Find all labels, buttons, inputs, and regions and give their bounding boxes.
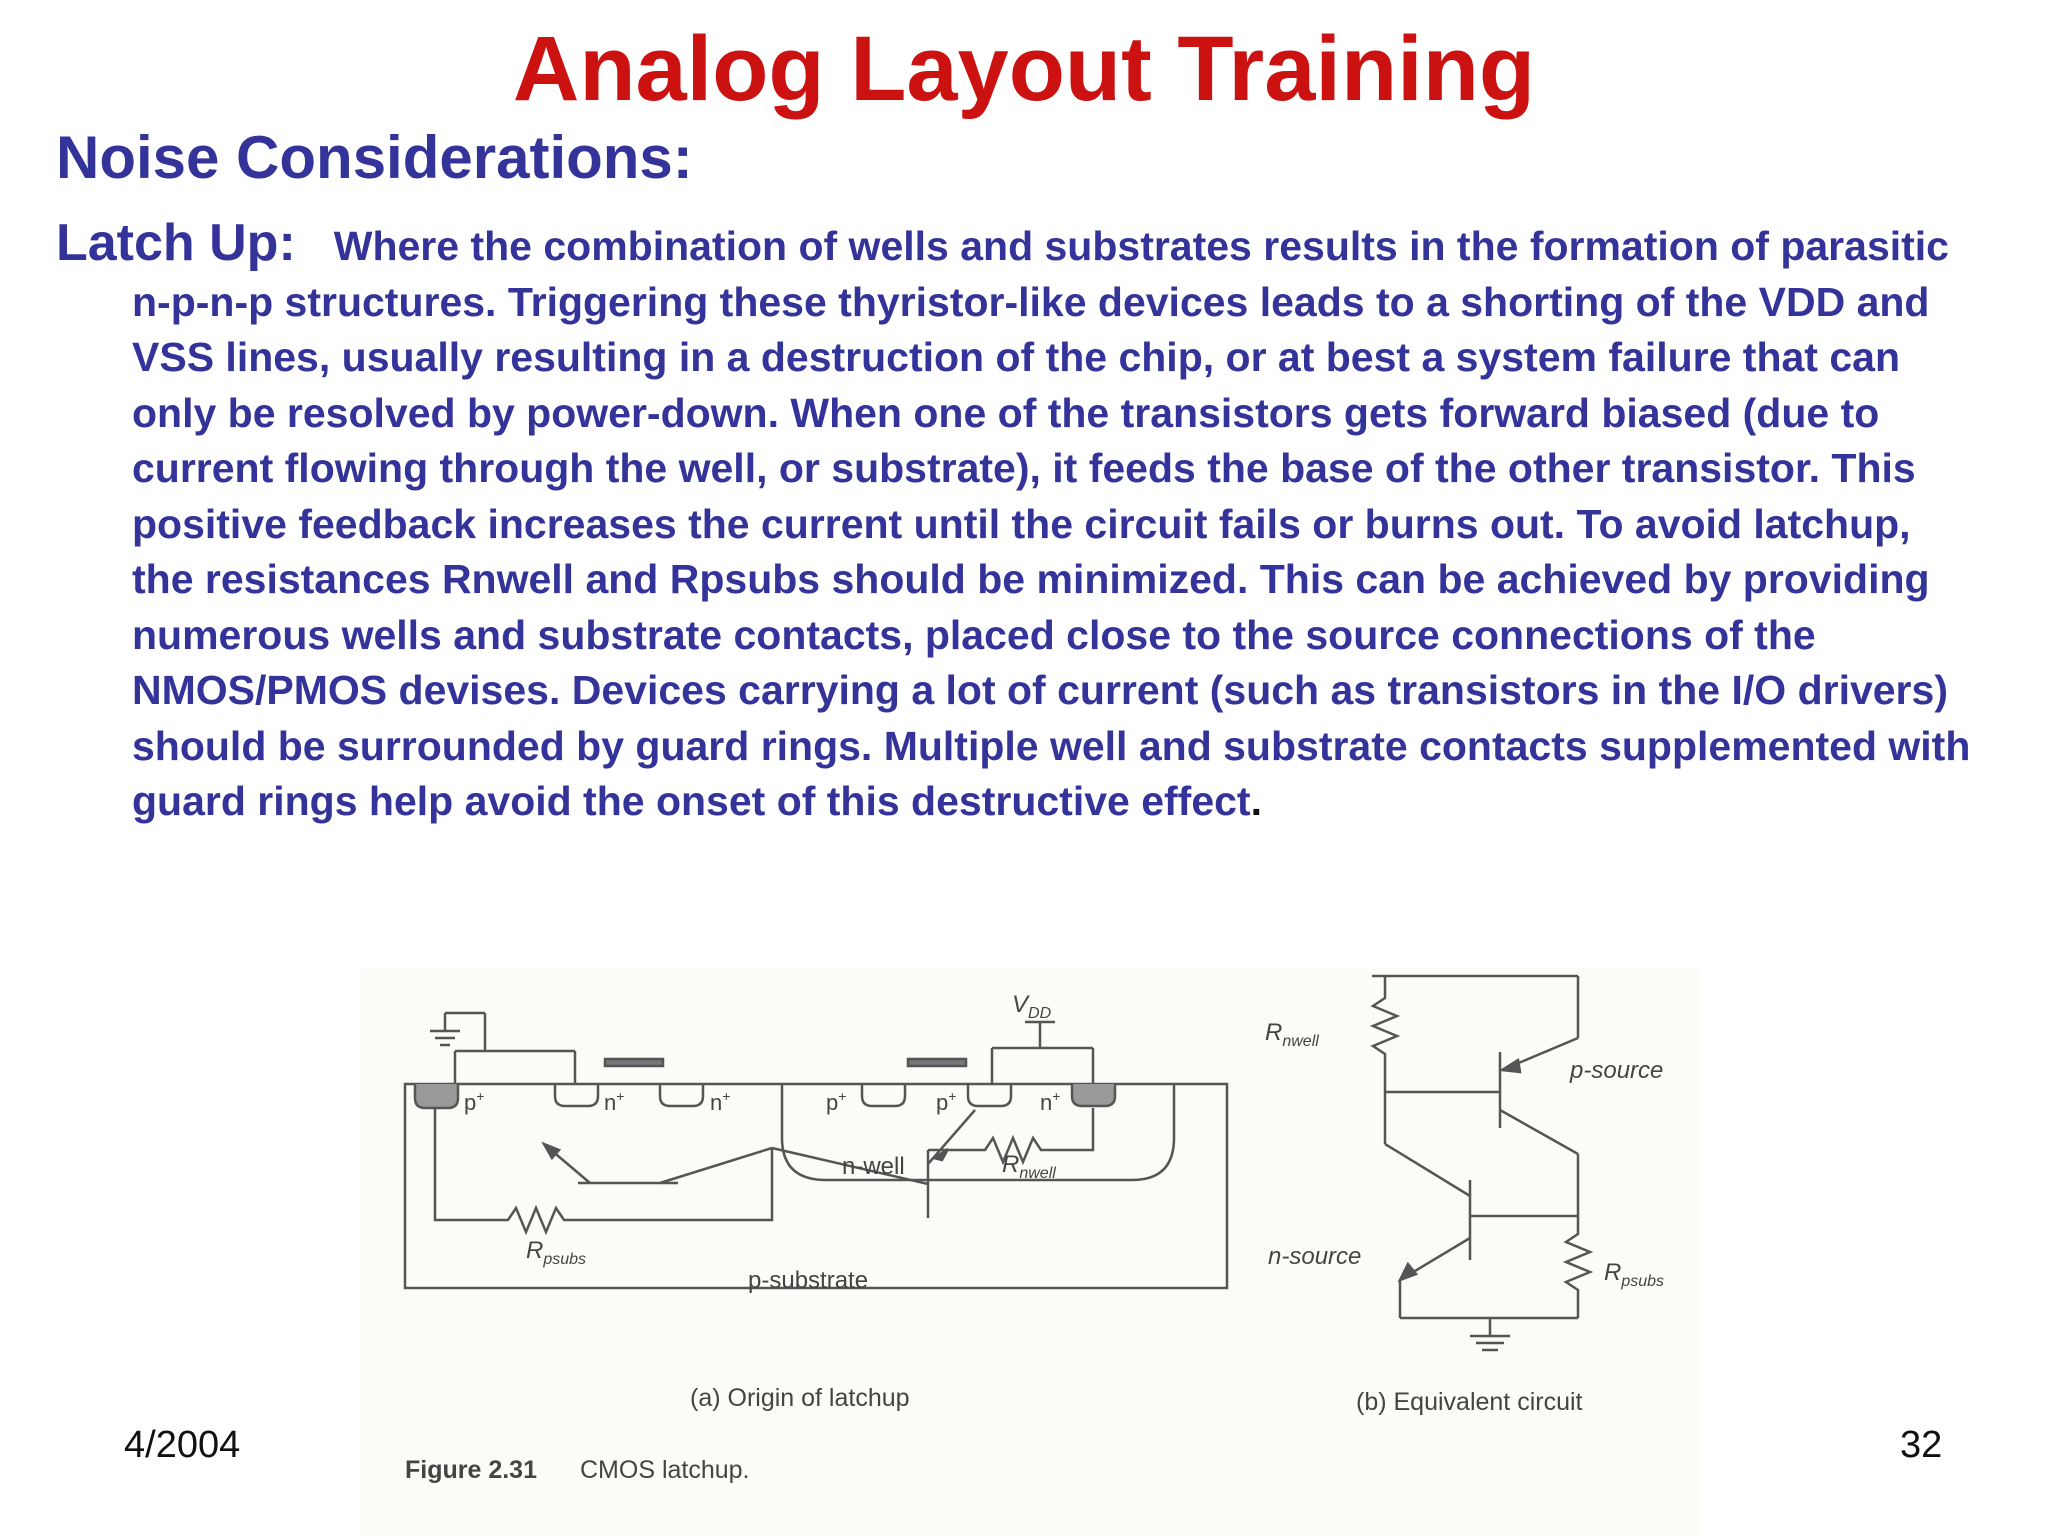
slide-title: Analog Layout Training (512, 18, 1536, 120)
pmos-gate (908, 1059, 966, 1066)
eq-r-psubs-label: $R_{psubs}$ (1604, 1259, 1665, 1290)
page-number: 32 (1900, 1424, 1943, 1466)
latchup-figure (360, 968, 1700, 1536)
n-plus-diffusion-1 (555, 1084, 598, 1106)
r-psubs-resistor (435, 1108, 772, 1232)
vdd-label: $V_{DD}$ (1012, 991, 1052, 1022)
n-well-label: n-well (842, 1153, 905, 1180)
n-plus-label-2: n+ (710, 1088, 731, 1115)
section-heading: Noise Considerations: (56, 124, 693, 191)
n-plus-label-1: n+ (604, 1088, 625, 1115)
p-plus-label-3: p+ (936, 1088, 957, 1115)
latchup-period: . (1250, 778, 1262, 824)
p-plus-diffusion-2 (968, 1084, 1011, 1106)
p-plus-substrate-contact (415, 1084, 458, 1108)
p-plus-label-2: p+ (826, 1088, 847, 1115)
n-source-label: n-source (1268, 1243, 1362, 1270)
p-substrate-label: p-substrate (748, 1267, 869, 1294)
eq-r-psubs (1566, 1216, 1590, 1318)
latchup-description: Where the combination of wells and substrates results in the formation of parasitic n-p-n-p structures. Triggering these thyristor-like devices leads to a shorting of the VDD and VSS lines, usually resulting in a destruction of the chip, or at best a system failure that can only be resolved by power-down. When one of the transistors gets forward biased (due to current flowing through the well, or substrate), it feeds the base of the other transistor. This positive feedback increases the current until the circuit fails or burns out. To avoid latchup, the resistances Rnwell and Rpsubs should be minimized. This can be achieved by providing numerous wells and substrate contacts, placed close to the source connections of the NMOS/PMOS devises. Devices carrying a lot of current (such as transistors in the I/O drivers) should be surrounded by guard rings. Multiple well and substrate contacts supplemented with guard rings help avoid the onset of this destructive effect (132, 223, 1971, 824)
npn-collector (660, 1148, 772, 1183)
eq-npn-collector (1385, 1144, 1470, 1196)
n-plus-diffusion-2 (660, 1084, 703, 1106)
r-nwell-label: $R_{nwell}$ (1002, 1151, 1056, 1182)
latchup-term: Latch Up: (56, 214, 296, 272)
n-plus-label-3: n+ (1040, 1088, 1061, 1115)
latchup-paragraph (56, 216, 1982, 830)
eq-pnp-collector (1500, 1110, 1578, 1154)
eq-pnp-arrow (1502, 1060, 1520, 1072)
p-plus-label-1: p+ (464, 1088, 485, 1115)
figure-number: Figure 2.31 (405, 1456, 537, 1484)
eq-r-nwell (1373, 976, 1397, 1092)
caption-b: (b) Equivalent circuit (1356, 1388, 1583, 1416)
n-plus-well-contact (1072, 1084, 1115, 1106)
figure-title: CMOS latchup. (580, 1456, 750, 1484)
eq-r-nwell-label: $R_{nwell}$ (1265, 1019, 1319, 1050)
nmos-gate (605, 1059, 663, 1066)
p-plus-diffusion-1 (862, 1084, 905, 1106)
eq-npn-arrow (1400, 1264, 1416, 1280)
equivalent-circuit (1372, 976, 1590, 1350)
r-psubs-label: $R_{psubs}$ (526, 1237, 587, 1268)
caption-a: (a) Origin of latchup (690, 1384, 910, 1412)
p-source-label: p-source (1570, 1057, 1664, 1084)
footer-date: 4/2004 (124, 1424, 241, 1466)
latchup-figure-drawing (360, 968, 1700, 1536)
